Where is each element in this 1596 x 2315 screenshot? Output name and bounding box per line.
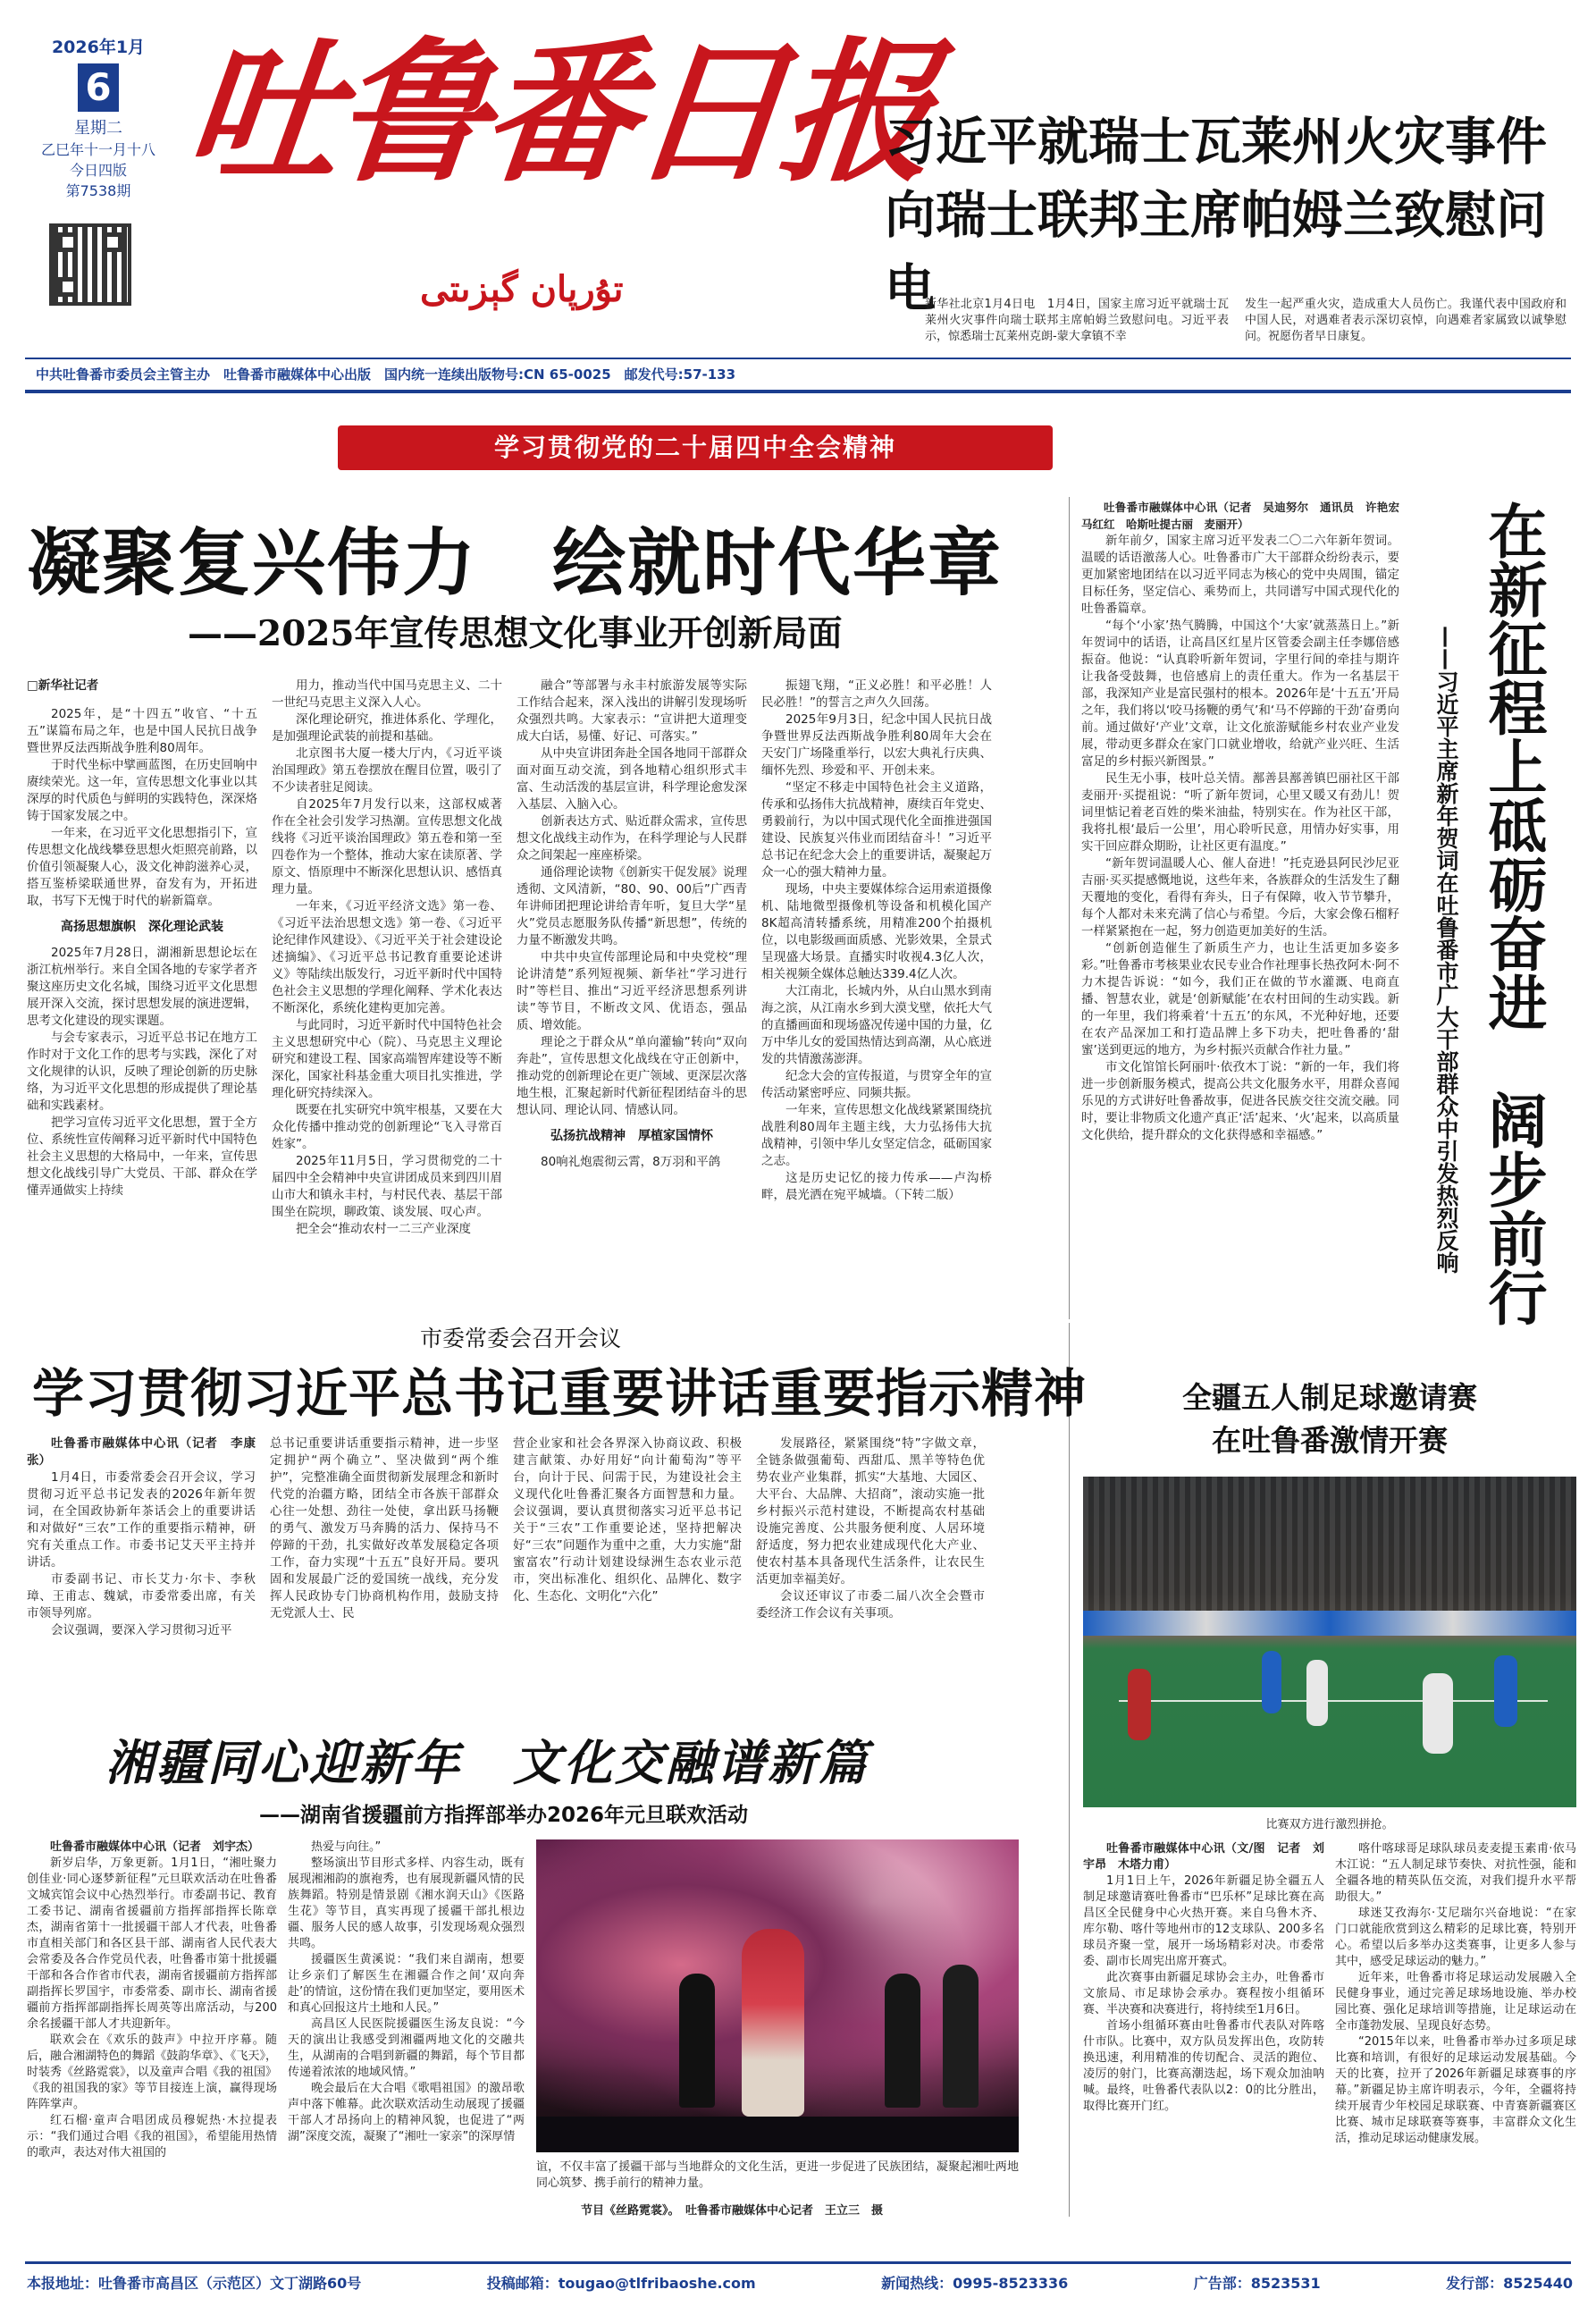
lead-col-3 xyxy=(517,678,747,1296)
publisher-rule xyxy=(25,390,1571,393)
aid-col-2 xyxy=(288,1839,525,2233)
edition-count: 今日四版 xyxy=(69,162,127,179)
lead-col-1 xyxy=(27,706,257,1296)
aid-photo-caption: 节目《丝路霓裳》。 吐鲁番市融媒体中心记者 王立三 摄 xyxy=(581,2204,884,2218)
lead-col-3b-text: 80响礼炮震彻云霄，8万羽和平鸽 xyxy=(541,1155,721,1169)
lead-col-4 xyxy=(761,678,992,1296)
committee-headline: 学习贯彻习近平总书记重要讲话重要指示精神 xyxy=(32,1363,1088,1424)
lead-byline: □新华社记者 xyxy=(27,678,99,693)
side-story-text: 新年前夕，国家主席习近平发表二〇二六年新年贺词。温暖的话语激荡人心。吐鲁番市广大干部群众纷纷表示，要更加紧密地团结在以习近平同志为核心的党中央周围，锚定目标任务，坚定信心、乘势而上，共同谱写中国式现代化的吐鲁番篇章。 “每个‘小家’热气腾腾，中国这个‘大家’就蒸蒸日上。”新年贺词中的话语，让高昌区红星片区管委会副主任李娜倍感振奋。他说：“认真聆听新年贺词，字里行间的牵挂与期许让我备受鼓舞，也倍感肩上的责任重大。作为一名基层干部，我深知产业是富民强村的根本。2026年是‘十五五’开局之年，我们将以‘咬马扬鞭的勇气’和‘马不停蹄的干劲’奋勇向前。通过做好‘产业’文章，让文化旅游赋能乡村农业产业发展，带动更多群众在家门口就业增收，给就产业兴旺、生活富足的乡村振兴新图景。” 民生无小事，枝叶总关情。鄯善县鄯善镇巴丽社区干部麦丽开·买提祖说：“听了新年贺词，心里又暖又有劲儿！贺词里惦记着老百姓的柴米油盐，特别实在。作为社区干部，我将扎根‘最后一公里’，用心聆听民意，用情办好实事，用实干回应群众期盼，让社区更有温度。” “新年贺词温暖人心、催人奋进！”托克逊县阿民沙尼亚吉丽·买买提感慨地说，这些年来，各族群众的生活发生了翻天覆地的变化，看得有奔头，日子有保障，收入节节攀升，每个人都对未来充满了信心与希望。今后，大家会像石榴籽一样紧紧抱在一起，努力创造更加美好的生活。 “创新创造催生了新质生产力，也让生活更加多姿多彩。”吐鲁番市考核果业农民专业合作社理事长热孜阿木·阿不力木提告诉说：“如今，我们正在做的节水灌溉、电商直播、智慧农业，就是‘创新赋能’在农村田间的生动实践。新的一年里，我们将乘着‘十五五’的东风，不光种好地，还要在农产品深加工和打造品牌上多下功夫，把吐鲁番的‘甜蜜’送到更远的地方，为乡村振兴贡献合作社力量。” 市文化馆馆长阿丽叶·依孜木丁说：“新的一年，我们将进一步创新服务模式，提高公共文化服务水平，用群众喜闻乐见的方式讲好吐鲁番故事，促进各民族交往交流交融。同时，要让非物质文化遗产真正‘活’起来、‘火’起来，以高质量文化供给，提升群众的文化获得感和幸福感。” xyxy=(1081,534,1399,1142)
publisher-line: 中共吐鲁番市委员会主管主办 吐鲁番市融媒体中心出版 国内统一连续出版物号:CN 65-0025 邮发代号:57-133 xyxy=(36,366,736,383)
lead-subheadline: ——2025年宣传思想文化事业开创新局面 xyxy=(188,613,843,654)
side-story-headline: 在新征程上砥砺奋进 阔步前行 xyxy=(1478,501,1548,1326)
committee-col-1-text: 1月4日，市委常委会召开会议，学习贯彻习近平总书记发表的2026年新年贺词，在全国政协新年茶话会上的重要讲话和对做好“三农”工作的重要指示精神，研究有关重点工作。市委书记艾天平主持并讲话。 市委副书记、市长艾力·尔卡、李秋璋、王甫志、魏斌，市委常委出席，有关市领导列席。 会议强调，要深入学习贯彻习近平 xyxy=(27,1470,256,1637)
lead-col-1-text: 2025年，是“十四五”收官、“十五五”谋篇布局之年，也是中国人民抗日战争暨世界反法西斯战争胜利80周年。 于时代坐标中擘画蓝图，在历史回响中赓续荣光。这一年，宣传思想文化事业以其深厚的时代质色与鲜明的实践特色，深深烙铸于国家发展之中。 一年来，在习近平文化思想指引下，宣传思想文化战线攀登思想火炬照亮前路，以价值引领凝聚人心，汲文化神韵滋养心灵，搭互鉴桥梁联通世界，奋发有为，开拓进取，书写下无愧于时代的崭新篇章。 xyxy=(27,707,257,908)
side-story-body xyxy=(1081,499,1411,1303)
aid-col-2-text: 热爱与向往。” 整场演出节目形式多样、内容生动，既有展现湘湘韵的旗袍秀，也有展现新疆风情的民族舞蹈。特别是情景剧《湘水润天山》《医路生花》等节目，真实再现了援疆干部扎根边疆、服务人民的感人故事，引发现场观众强烈共鸣。 援疆医生黄溪说：“我们来自湖南，想要让乡亲们了解医生在湘疆合作之间‘双向奔赴’的情谊，这份情在我们更加坚定，要用医术和真心回报这片土地和人民。” 高昌区人民医院援疆医生汤友良说：“今天的演出让我感受到湘疆两地文化的交融共生，从湖南的合唱到新疆的舞蹈，每个节目都传递着浓浓的地域风情。” 晚会最后在大合唱《歌唱祖国》的激昂歌声中落下帷幕。此次联欢活动生动展现了援疆干部人才昂扬向上的精神风貌，也促进了“两湖”深度交流，凝聚了“湘吐一家亲”的深厚情 xyxy=(288,1840,525,2143)
committee-col-3-text: 营企业家和社会各界深入协商议政、积极建言献策、办好用好“向计葡萄沟”等平台，向计于民、问需于民，为建设社会主义现代化吐鲁番汇聚各方面智慧和力量。 会议强调，要认真贯彻落实习近平总书记关于“三农”工作重要论述，坚持把解决好“三农”问题作为重中之重，大力实施“甜蜜富农”行动计划建设绿洲生态农业示范市，突出标准化、组织化、品牌化、数字化、生态化、文明化“六化” xyxy=(513,1436,742,1604)
aid-col-1-text: 新岁启华，万象更新。1月1日，“湘吐聚力 创佳业·同心逐梦新征程”元旦联欢活动在吐鲁番文城宾馆会议中心热烈举行。市委副书记、教育工委书记、湖南省援疆前方指挥部指挥长陈章杰，湖南省第十一批援疆干部人才代表，吐鲁番市直相关部门和各区县干部、湖南省人民代表大会常委及各合作党员代表，吐鲁番市第十批援疆干部和各合作省市代表，湖南省援疆前方指挥部副指挥长罗国宇，市委常委、副市长、湖南省援疆前方指挥部副指挥长周英等出席活动，与200余名援疆干部人才共迎新年。 联欢会在《欢乐的鼓声》中拉开序幕。随后，融合湘湖特色的舞蹈《鼓韵华章》、《飞天》，时装秀《丝路霓裳》，以及童声合唱《我的祖国》《我的祖国我的家》等节目接连上演，赢得现场阵阵掌声。 红石榴·童声合唱团成员穆妮热·木拉提表示：“我们通过合唱《我的祖国》，希望能用热情的歌声，表达对伟大祖国的 xyxy=(27,1856,277,2159)
committee-col-2 xyxy=(270,1435,499,1704)
column-divider xyxy=(1069,497,1070,1319)
aid-col-1 xyxy=(27,1839,277,2233)
lead-col-1-subhead: 高扬思想旗帜 深化理论武装 xyxy=(61,920,223,934)
theme-banner: 学习贯彻党的二十届四中全会精神 xyxy=(338,425,1053,470)
lead-col-2-text: 用力，推动当代中国马克思主义、二十一世纪马克思主义深入人心。 深化理论研究，推进体系化、学理化，是加强理论武装的前提和基础。 北京图书大厦一楼大厅内，《习近平谈治国理政》第五卷摆放在醒目位置，吸引了不少读者驻足阅读。 自2025年7月发行以来，这部权威著作在全社会引发学习热潮。宣传思想文化战线将《习近平谈治国理政》第五卷和第一至四卷作为一个整体，推动大家在读原著、学原文、悟原理中不断深化思想认识、感悟真理力量。 一年来，《习近平经济文选》第一卷、《习近平法治思想文选》第一卷、《习近平论纪律作风建设》、《习近平关于社会建设论述摘编》、《习近平总书记教育重要论述讲义》等陆续出版发行，习近平新时代中国特色社会主义思想的学理化阐释、学术化表达不断深化，系统化建构更加完善。 与此同时，习近平新时代中国特色社会主义思想研究中心（院）、马克思主义理论研究和建设工程、国家高端智库建设等不断深化，国家社科基金重大项目扎实推进，学理化研究持续深入。 既要在扎实研究中筑牢根基，又要在大众化传播中推动党的创新理论“飞入寻常百姓家”。 2025年11月5日，学习贯彻党的二十届四中全会精神中央宣讲团成员来到四川眉山市大和镇永丰村，与村民代表、基层干部围坐在院坝，聊政策、谈发展、叹心声。 把全会“推动农村一二三产业深度 xyxy=(272,678,502,1236)
date-day: 6 xyxy=(78,63,119,112)
footer xyxy=(27,2272,1573,2293)
football-col-2 xyxy=(1335,1841,1576,2199)
aid-byline: 吐鲁番市融媒体中心讯（记者 刘宇杰） xyxy=(50,1840,260,1854)
football-headline xyxy=(1081,1376,1578,1462)
football-match-photo xyxy=(1083,1477,1576,1807)
lead-col-3-text: 融合”等部署与永丰村旅游发展等实际工作结合起来，深入浅出的讲解引发现场听众强烈共鸣。大家表示：“宣讲把大道理变成大白话，易懂、好记、可落实。” 从中央宣讲团奔赴全国各地同干部群众面对面互动交流，到各地精心组织形式丰富、生动活泼的基层宣讲，科学理论愈发深入基层、入脑入心。 创新表达方式、贴近群众需求，宣传思想文化战线主动作为，在科学理论与人民群众之间架起一座座桥梁。 通俗理论读物《创新实干促发展》说理透彻、文风清新，“80、90、00后”广西青年讲师团把理论讲给青年听，复旦大学“星火”党员志愿服务队传播“新思想”，传统的力量不断激发共鸣。 中共中央宣传部理论局和中央党校“理论讲清楚”系列短视频、新华社“学习进行时”等栏目、推出“习近平经济思想系列讲读”等节目，不断改文风、优语态，强品质、增效能。 理论之于群众从“单向灌输”转向“双向奔赴”，宣传思想文化战线在守正创新中，推动党的创新理论在更广领域、更深层次落地生根，汇聚起新时代新征程团结奋斗的思想认同、理论认同、情感认同。 xyxy=(517,678,747,1117)
top-headline xyxy=(885,105,1573,325)
newspaper-title: 吐鲁番日报 xyxy=(178,21,939,203)
lead-col-4-text: 振翅飞翔，“正义必胜！和平必胜！人民必胜！”的誓言之声久久回荡。 2025年9月3日，纪念中国人民抗日战争暨世界反法西斯战争胜利80周年大会在天安门广场隆重举行，以宏大典礼行庆典、缅怀先烈、珍爱和平、开创未来。 “坚定不移走中国特色社会主义道路，传承和弘扬伟大抗战精神，赓续百年党史、勇毅前行，为以中国式现代化全面推进强国建设、民族复兴伟业而团结奋斗！”习近平总书记在纪念大会上的重要讲话，凝聚起万众一心的强大精神力量。 现场，中央主要媒体综合运用索道摄像机、陆地微型摄像机等设备和机模化国产8K超高清转播系统，用精准200个拍摄机位，以电影级画面质感、光影效果，全景式呈现盛大场景。直播实时收视4.3亿人次，相关视频全媒体总触达339.4亿人次。 大江南北，长城内外，从白山黑水到南海之滨，从江南水乡到大漠戈壁，依托大气的直播画面和现场盛况传递中国的力量，亿万中华儿女的爱国热情达到高潮，从心底迸发的共情激荡澎湃。 纪念大会的宣传报道，与贯穿全年的宣传活动紧密呼应、同频共振。 一年来，宣传思想文化战线紧紧围绕抗战胜利80周年主题主线，大力弘扬伟大抗战精神，引领中华儿女坚定信念，砥砺国家之志。 这是历史记忆的接力传承——卢沟桥畔，晨光洒在宛平城墙。（下转二版） xyxy=(761,678,992,1202)
footer-ad: 广告部：8523531 xyxy=(1193,2275,1321,2292)
committee-col-1 xyxy=(27,1435,256,1704)
football-col-2-text: 喀什喀球哥足球队球员麦麦提玉素甫·依马木江说：“五人制足球节奏快、对抗性强，能和全疆各地的精英队伍交流，对我们提升水平帮助很大。” 球迷艾孜海尔·艾尼瑞尔兴奋地说：“在家门口就能欣赏到这么精彩的足球比赛，特别开心。希望以后多举办这类赛事，让更多人参与其中，感受足球运动的魅力。” 近年来，吐鲁番市将足球运动发展融入全民健身事业，通过完善足球场地设施、举办校园比赛、强化足球培训等措施，让足球运动在全市蓬勃发展、呈现良好态势。 “2015年以来，吐鲁番市举办过多项足球比赛和培训，有很好的足球运动发展基础。今天的比赛，拉开了2026年新疆足球赛事的序幕。”新疆足协主席许明表示，今年，全疆将持续开展青少年校园足球联赛、中青赛新疆赛区比赛、城市足球联赛等赛事，丰富群众文化生活，推动足球运动健康发展。 xyxy=(1335,1842,1576,2145)
lead-headline: 凝聚复兴伟力 绘就时代华章 xyxy=(27,521,1004,606)
football-col-1-text: 1月1日上午，2026年新疆足协全疆五人制足球邀请赛吐鲁番市“巴乐杯”足球比赛在高昌区全民健身中心火热开赛。来自乌鲁木齐、库尔勒、喀什等地州市的12支球队、200多名球员齐聚一堂，展开一场场精彩对决。市委常委、副市长周宪出席开赛式。 此次赛事由新疆足球协会主办，吐鲁番市文旅局、市足球协会承办。赛程按小组循环赛、半决赛和决赛进行，将持续至1月6日。 首场小组循环赛由吐鲁番市代表队对阵喀什市队。比赛中，双方队员发挥出色，攻防转换迅速，利用精准的传切配合、灵活的跑位、凌厉的射门，比赛高潮迭起，场下观众加油呐喊。最终，吐鲁番代表队以2：0的比分胜出，取得比赛开门红。 xyxy=(1083,1874,1324,2113)
side-story-subheadline: ——习近平主席新年贺词在吐鲁番市广大干部群众中引发热烈反响 xyxy=(1433,626,1459,1274)
qr-code-icon xyxy=(49,223,131,306)
date-year-month: 2026年1月 xyxy=(51,38,146,57)
committee-col-4-text: 发展路径，紧紧围绕“特”字做文章，全链条做强葡萄、西甜瓜、黑羊等特色优势农业产业集群，抓实“大基地、大园区、大平台、大品牌、大招商”，滚动实施一批乡村振兴示范村建设，不断提高农村基础设施完善度、公共服务便利度、人居环境舒适度，努力把农业建成现代化大产业、使农村基本具备现代生活条件，让农民生活更加幸福美好。 会议还审议了市委二届八次全会暨市委经济工作会议有关事项。 xyxy=(756,1436,985,1620)
football-photo-caption: 比赛双方进行激烈拼抢。 xyxy=(1265,1818,1394,1831)
top-story-lead-col2: 发生一起严重火灾，造成重大人员伤亡。我谨代表中国政府和中国人民，对遇难者表示深切哀悼，向遇难者家属致以诚挚慰问。祝愿伤者早日康复。 xyxy=(1245,298,1567,343)
top-headline-line2: 向瑞士联邦主席帕姆兰致慰问电 xyxy=(885,186,1547,318)
footer-address: 本报地址：吐鲁番市高昌区（示范区）文丁湖路60号 xyxy=(27,2275,362,2292)
footer-email[interactable]: 投稿邮箱：tougao@tlfribaoshe.com xyxy=(486,2275,756,2292)
lead-col-1b-text: 2025年7月28日，湖湘新思想论坛在浙江杭州举行。来自全国各地的专家学者齐聚这座历史文化名城，围绕习近平文化思想展开深入交流，探讨思想发展的演进逻辑，思考文化建设的现实课题。 与会专家表示，习近平总书记在地方工作时对于文化工作的思考与实践，深化了对文化规律的认识，反映了理论创新的历史脉络，为习近平文化思想的形成提供了理论基础和实践素材。 把学习宣传习近平文化思想，置于全方位、系统性宣传阐释习近平新时代中国特色社会主义思想的大格局中，一年来，宣传思想文化战线引导广大党员、干部、群众在学懂弄通做实上持续 xyxy=(27,946,257,1198)
top-headline-line1: 习近平就瑞士瓦莱州火灾事件 xyxy=(885,113,1547,172)
lead-col-3-subhead: 弘扬抗战精神 厚植家国情怀 xyxy=(550,1129,713,1143)
side-story-byline: 吐鲁番市融媒体中心讯（记者 吴迪努尔 通讯员 许艳宏 马红红 哈斯吐提古丽 麦丽开） xyxy=(1081,501,1411,531)
date-box xyxy=(36,34,161,200)
stage-performance-photo xyxy=(536,1839,1019,2152)
football-byline: 吐鲁番市融媒体中心讯（文/图 记者 刘宇昂 木塔力甫） xyxy=(1083,1842,1324,1872)
football-headline-line2: 在吐鲁番激情开赛 xyxy=(1212,1423,1448,1458)
committee-col-2-text: 总书记重要讲话重要指示精神，进一步坚定拥护“两个确立”、坚决做到“两个维护”，完整准确全面贯彻新发展理念和新时代党的治疆方略，团结全市各族干部群众心往一处想、劲往一处使，拿出跃马扬鞭的勇气、激发万马奔腾的活力、保持马不停蹄的干劲，扎实做好改革发展稳定各项工作，奋力实现“十五五”良好开局。要巩固和发展最广泛的爱国统一战线，充分发挥人民政协专门协商机构作用，鼓励支持无党派人士、民 xyxy=(270,1436,499,1620)
weekday: 星期二 xyxy=(74,119,122,138)
committee-col-3 xyxy=(513,1435,742,1704)
aid-col-3 xyxy=(536,2159,1019,2195)
footer-hotline: 新闻热线：0995-8523336 xyxy=(881,2275,1069,2292)
football-headline-line1: 全疆五人制足球邀请赛 xyxy=(1182,1380,1477,1415)
aid-subheadline: ——湖南省援疆前方指挥部举办2026年元旦联欢活动 xyxy=(259,1804,749,1827)
committee-col-4 xyxy=(756,1435,985,1704)
committee-kicker: 市委常委会召开会议 xyxy=(420,1326,622,1351)
committee-byline: 吐鲁番市融媒体中心讯（记者 李康张） xyxy=(27,1436,256,1468)
lower-divider xyxy=(1069,1323,1070,2217)
masthead-rule xyxy=(25,358,1571,359)
aid-headline: 湘疆同心迎新年 文化交融谱新篇 xyxy=(105,1734,869,1791)
football-col-1 xyxy=(1083,1841,1324,2199)
aid-col-3-text: 谊，不仅丰富了援疆干部与当地群众的文化生活，更进一步促进了民族团结，凝聚起湘吐两地同心筑梦、携手前行的精神力量。 xyxy=(536,2160,1019,2190)
top-story-lead xyxy=(925,297,1568,345)
footer-rule xyxy=(25,2261,1571,2264)
lead-col-2 xyxy=(272,678,502,1296)
issue-number: 第7538期 xyxy=(65,182,131,199)
newspaper-title-uyghur: تۇرپان گېزىتى xyxy=(420,268,624,310)
footer-distribution: 发行部：8525440 xyxy=(1446,2275,1573,2292)
top-story-lead-col1: 新华社北京1月4日电 1月4日，国家主席习近平就瑞士瓦莱州火灾事件向瑞士联邦主席帕姆兰致慰问电。习近平表示，惊悉瑞士瓦莱州克朗-蒙大拿镇不幸 xyxy=(925,298,1229,343)
lunar-date: 乙巳年十一月十八 xyxy=(40,141,155,158)
